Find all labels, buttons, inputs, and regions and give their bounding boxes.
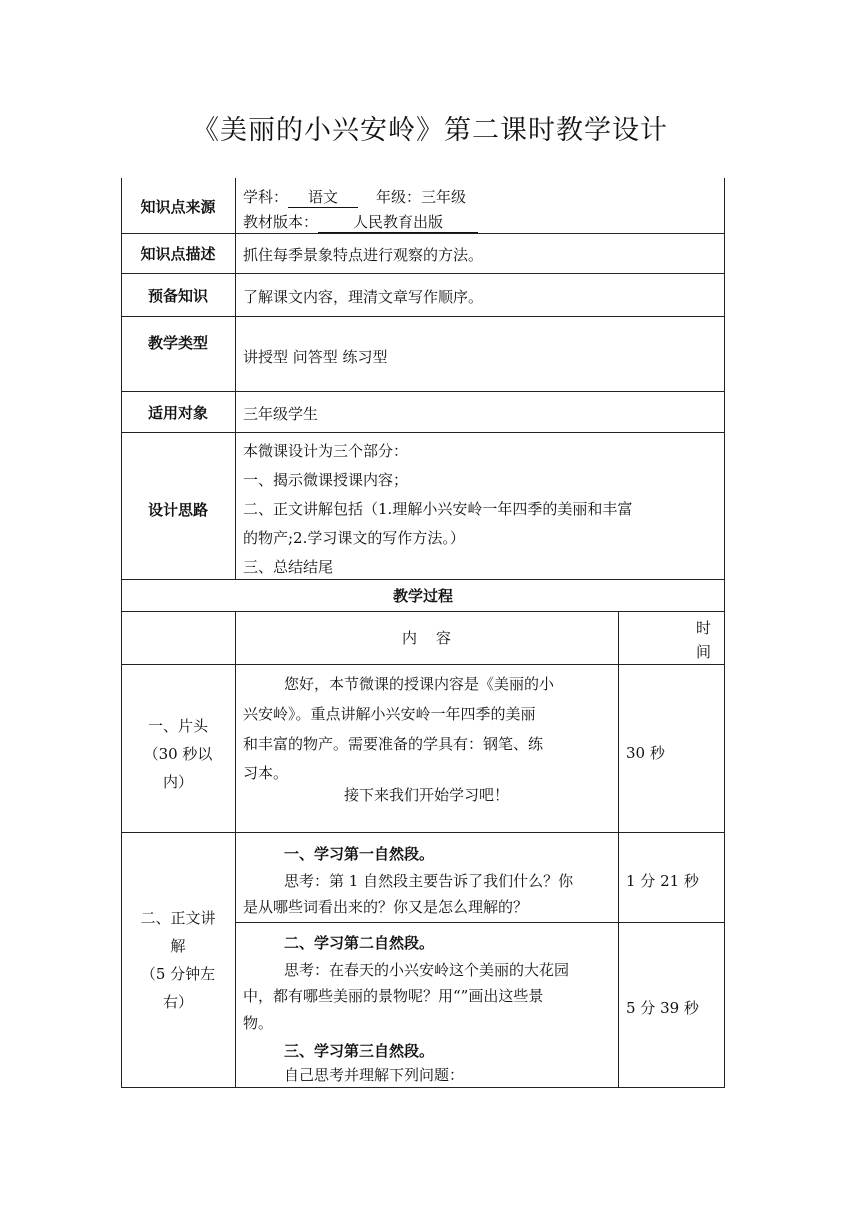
- part3-line: 自己思考并理解下列问题：: [284, 1066, 465, 1084]
- edition-label: 教材版本：: [243, 213, 319, 231]
- content-header: 内 容: [401, 629, 452, 647]
- row-divider: [121, 316, 725, 317]
- part2-line: 中，都有哪些美丽的景物呢？用“”画出这些景: [243, 987, 544, 1005]
- audience-text: 三年级学生: [243, 405, 319, 423]
- row-divider: [121, 273, 725, 274]
- table-right-border: [724, 178, 725, 1088]
- edition-line: [243, 207, 478, 237]
- design-idea-line: 一、揭示微课授课内容；: [243, 471, 409, 489]
- part2-time: 5 分 39 秒: [626, 999, 699, 1017]
- row-divider: [121, 611, 725, 612]
- table-bottom-border: [121, 1087, 725, 1088]
- label-column-divider: [235, 611, 236, 1088]
- label-column-divider: [235, 178, 236, 579]
- row-divider: [121, 832, 725, 833]
- row-divider: [121, 579, 725, 580]
- design-idea-line: 本微课设计为三个部分：: [243, 442, 409, 460]
- part3-heading: 三、学习第三自然段。: [284, 1042, 435, 1060]
- opening-content-line: 您好，本节微课的授课内容是《美丽的小: [284, 675, 555, 693]
- source-label: 知识点来源: [140, 198, 216, 216]
- section-main-label: （5 分钟左: [140, 965, 216, 983]
- opening-time: 30 秒: [626, 744, 665, 762]
- section-main-label: 右）: [162, 993, 193, 1011]
- row-divider: [121, 391, 725, 392]
- time-column-divider: [618, 611, 619, 1088]
- time-header: 间: [696, 643, 712, 661]
- section-main-label: 解: [170, 937, 186, 955]
- prerequisite-label: 预备知识: [147, 287, 208, 305]
- part2-heading: 二、学习第二自然段。: [284, 934, 435, 952]
- opening-closing-line: 接下来我们开始学习吧！: [343, 786, 509, 804]
- opening-content-line: 兴安岭》。重点讲解小兴安岭一年四季的美丽: [243, 705, 536, 723]
- part1-line: 是从哪些词看出来的？你又是怎么理解的？: [243, 898, 529, 916]
- design-idea-line: 的物产;2.学习课文的写作方法。）: [243, 529, 465, 547]
- section-opening-label: （30 秒以: [143, 745, 213, 763]
- teaching-type-text: 讲授型 问答型 练习型: [243, 348, 388, 366]
- lesson-plan-table: [121, 178, 725, 1088]
- section-main-label: 二、正文讲: [140, 909, 216, 927]
- time-header: 时: [696, 619, 712, 637]
- process-heading: 教学过程: [392, 587, 453, 605]
- teaching-type-label: 教学类型: [147, 334, 208, 352]
- description-label: 知识点描述: [140, 245, 216, 263]
- part1-line: 思考：第 1 自然段主要告诉了我们什么？你: [284, 872, 574, 890]
- design-idea-line: 三、总结结尾: [243, 558, 334, 576]
- row-divider: [121, 664, 725, 665]
- row-divider: [235, 922, 725, 923]
- section-opening-label: 内）: [162, 773, 193, 791]
- grade-text: 年级：三年级: [376, 188, 467, 206]
- opening-content-line: 和丰富的物产。需要准备的学具有：钢笔、练: [243, 735, 544, 753]
- subject-label: 学科：: [243, 188, 289, 206]
- document-title: 《美丽的小兴安岭》第二课时教学设计: [192, 115, 668, 146]
- part2-line: 思考：在春天的小兴安岭这个美丽的大花园: [284, 961, 570, 979]
- prerequisite-text: 了解课文内容，理清文章写作顺序。: [243, 288, 484, 306]
- part1-time: 1 分 21 秒: [626, 872, 699, 890]
- audience-label: 适用对象: [147, 404, 208, 422]
- section-opening-label: 一、片头: [147, 717, 208, 735]
- part2-line: 物。: [243, 1014, 274, 1032]
- subject-value: 语文: [288, 187, 358, 208]
- description-text: 抓住每季景象特点进行观察的方法。: [243, 246, 484, 264]
- edition-value: 人民教育出版: [318, 212, 478, 233]
- row-divider: [121, 432, 725, 433]
- opening-content-line: 习本。: [243, 764, 289, 782]
- design-idea-label: 设计思路: [147, 501, 208, 519]
- part1-heading: 一、学习第一自然段。: [284, 845, 435, 863]
- design-idea-line: 二、正文讲解包括（1.理解小兴安岭一年四季的美丽和丰富: [243, 500, 633, 518]
